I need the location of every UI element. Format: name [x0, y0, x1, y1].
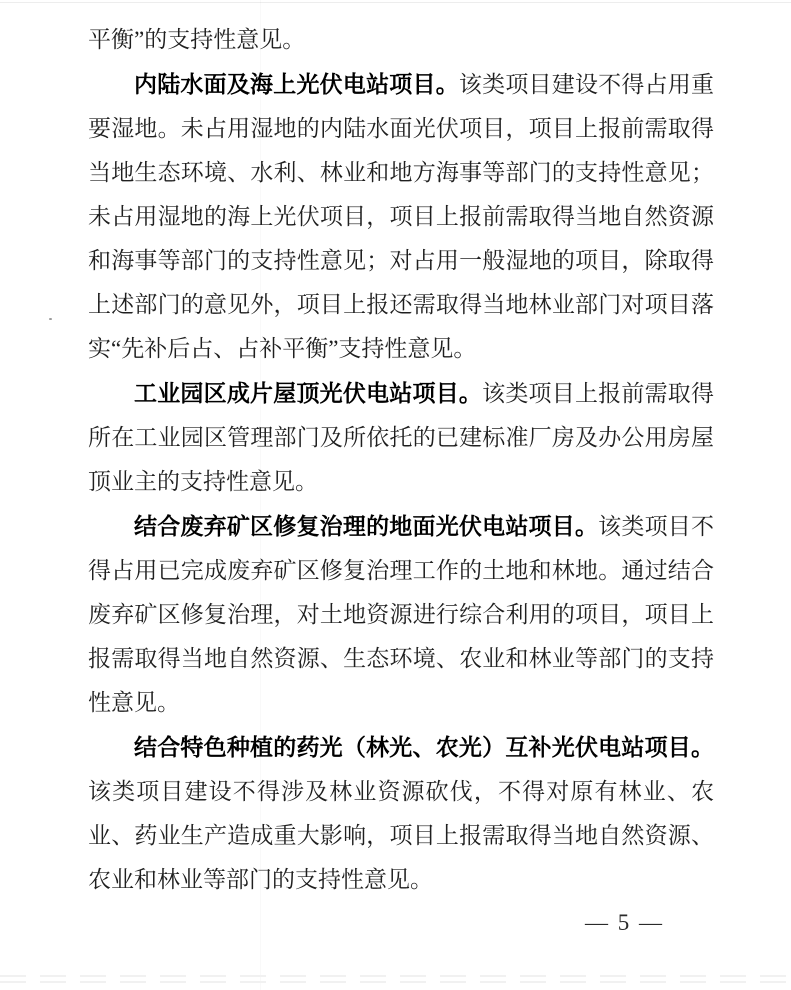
paragraph-heading: 结合废弃矿区修复治理的地面光伏电站项目。 [134, 513, 599, 539]
paragraph-heading: 工业园区成片屋顶光伏电站项目。 [134, 380, 483, 406]
scan-dash-row [0, 981, 791, 983]
page-number: — 5 — [585, 910, 664, 935]
page-footer [585, 908, 664, 938]
paragraph-text: 该类项目上报前需取得所在工业园区管理部门及所依托的已建标准厂房及办公用房屋顶业主的支持性意见。 [88, 381, 715, 494]
paragraph-text: 该类项目建设不得占用重要湿地。未占用湿地的内陆水面光伏项目，项目上报前需取得当地生态环境、水利、林业和地方海事等部门的支持性意见；未占用湿地的海上光伏项目，项目上报前需取得当地自然资源和海事等部门的支持性意见；对占用一般湿地的项目，除取得上述部门的意见外，项目上报还需取得当地林业部门对项目落实“先补后占、占补平衡”支持性意见。 [88, 72, 715, 361]
paragraph-text: 该类项目不得占用已完成废弃矿区修复治理工作的土地和林地。通过结合废弃矿区修复治理，对土地资源进行综合利用的项目，项目上报需取得当地自然资源、生态环境、农业和林业等部门的支持性意见。 [88, 514, 715, 715]
paragraph-heading: 内陆水面及海上光伏电站项目。 [134, 71, 459, 97]
scan-artifact-speck [49, 318, 52, 320]
paragraph [88, 504, 714, 725]
paragraph-heading: 结合特色种植的药光（林光、农光）互补光伏电站项目。 [134, 734, 714, 760]
scan-artifact-top-line [0, 2, 791, 3]
paragraph [88, 371, 714, 504]
paragraph-text: 平衡”的支持性意见。 [88, 27, 306, 52]
scan-dash-row [0, 975, 791, 977]
paragraph [88, 17, 714, 62]
document-body [88, 17, 714, 902]
scan-artifact-bottom-dashes [0, 975, 791, 987]
paragraph [88, 62, 714, 371]
paragraph [88, 725, 714, 902]
paragraph-text: 该类项目建设不得涉及林业资源砍伐，不得对原有林业、农业、药业生产造成重大影响，项目上报需取得当地自然资源、农业和林业等部门的支持性意见。 [88, 779, 714, 892]
